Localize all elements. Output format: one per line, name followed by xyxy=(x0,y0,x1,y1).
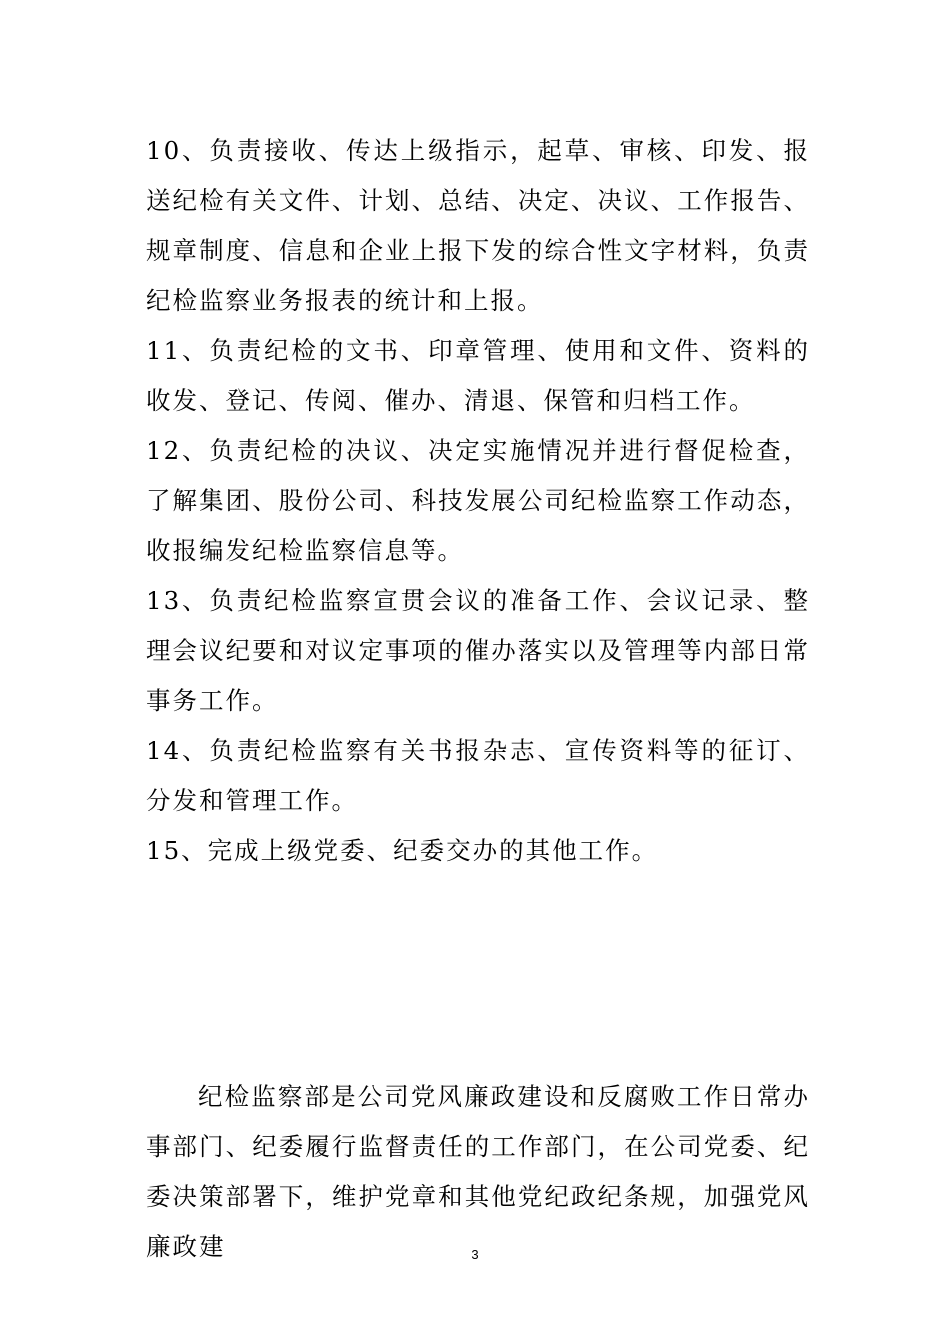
duty-item-10: 10、负责接收、传达上级指示，起草、审核、印发、报送纪检有关文件、计划、总结、决定、决议、工作报告、规章制度、信息和企业上报下发的综合性文字材料，负责纪检监察业务报表的统计和上报。 xyxy=(146,136,810,315)
duty-item-12: 12、负责纪检的决议、决定实施情况并进行督促检查，了解集团、股份公司、科技发展公司纪检监察工作动态，收报编发纪检监察信息等。 xyxy=(146,436,810,565)
intro-paragraph: 纪检监察部是公司党风廉政建设和反腐败工作日常办事部门、纪委履行监督责任的工作部门，在公司党委、纪委决策部署下，维护党章和其他党纪政纪条规，加强党风廉政建 xyxy=(146,1082,810,1261)
department-intro xyxy=(146,1072,810,1272)
duty-list xyxy=(146,126,810,876)
duty-item-11: 11、负责纪检的文书、印章管理、使用和文件、资料的收发、登记、传阅、催办、清退、保管和归档工作。 xyxy=(146,336,810,415)
duty-item-15: 15、完成上级党委、纪委交办的其他工作。 xyxy=(146,836,659,865)
duty-item-13: 13、负责纪检监察宣贯会议的准备工作、会议记录、整理会议纪要和对议定事项的催办落实以及管理等内部日常事务工作。 xyxy=(146,586,810,715)
duty-item-14: 14、负责纪检监察有关书报杂志、宣传资料等的征订、分发和管理工作。 xyxy=(146,736,810,815)
page-number: 3 xyxy=(471,1247,479,1262)
